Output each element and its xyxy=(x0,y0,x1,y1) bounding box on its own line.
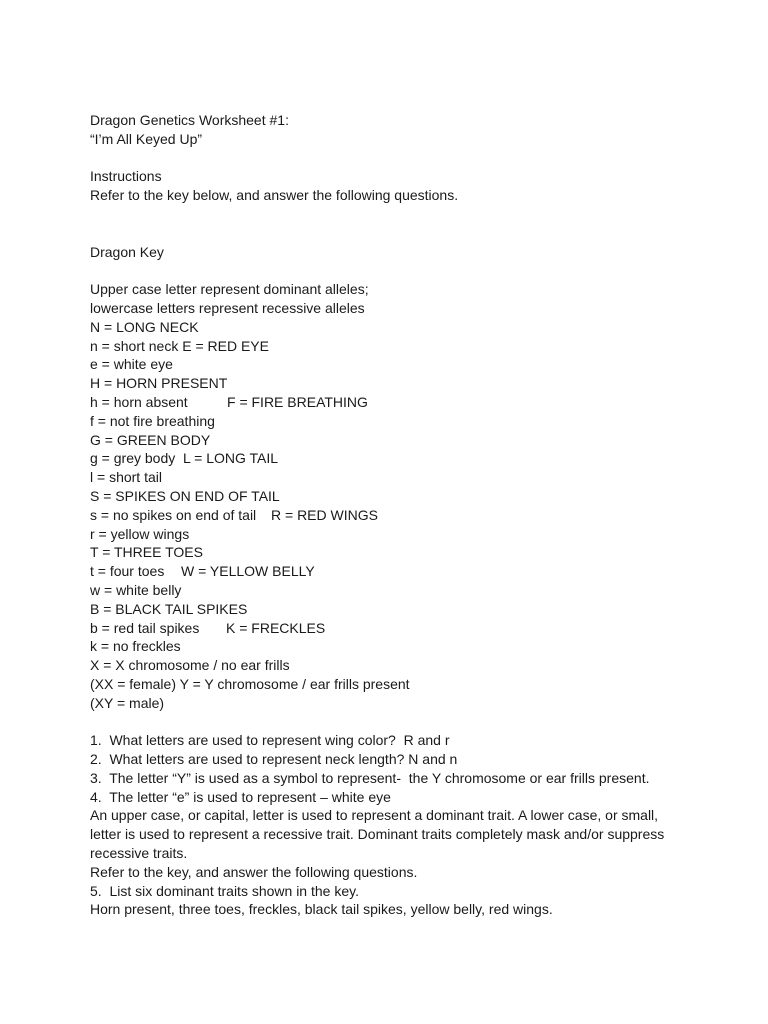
key-line-text-secondary: F = FIRE BREATHING xyxy=(227,393,368,410)
question-5: 5. List six dominant traits shown in the key. xyxy=(90,882,359,899)
key-line xyxy=(90,600,690,619)
key-line-text: k = no freckles xyxy=(90,638,181,655)
refer-instruction: Refer to the key, and answer the following questions. xyxy=(90,863,418,880)
key-line xyxy=(90,656,690,675)
key-line-text: l = short tail xyxy=(90,469,162,486)
key-line xyxy=(90,468,690,487)
key-line-text: t = four toes xyxy=(90,563,165,580)
question-1: 1. What letters are used to represent wing color? R and r xyxy=(90,732,450,749)
worksheet-subtitle: “I’m All Keyed Up” xyxy=(90,130,203,147)
key-line-text: X = X chromosome / no ear frills xyxy=(90,657,290,674)
key-line xyxy=(90,374,690,393)
question-2: 2. What letters are used to represent neck length? N and n xyxy=(90,751,458,768)
key-line-text: N = LONG NECK xyxy=(90,318,199,335)
key-line-text-secondary: W = YELLOW BELLY xyxy=(181,563,315,580)
key-list xyxy=(90,318,690,713)
answer-5: Horn present, three toes, freckles, black tail spikes, yellow belly, red wings. xyxy=(90,901,553,918)
key-line-text: S = SPIKES ON END OF TAIL xyxy=(90,487,280,504)
key-line-text: G = GREEN BODY xyxy=(90,431,211,448)
key-intro-line: lowercase letters represent recessive alleles xyxy=(90,299,365,316)
key-line xyxy=(90,675,690,694)
dominance-paragraph: An upper case, or capital, letter is used to represent a dominant trait. A lower case, or small, letter is used to represent a recessive trait. Dominant traits completely mask and/or suppress recessive traits. xyxy=(90,807,665,862)
key-line xyxy=(90,619,690,638)
key-line xyxy=(90,581,690,600)
questions-section xyxy=(90,731,690,919)
key-line-text: g = grey body L = LONG TAIL xyxy=(90,450,279,467)
instructions-text: Refer to the key below, and answer the following questions. xyxy=(90,187,459,204)
key-line xyxy=(90,506,690,525)
key-line xyxy=(90,355,690,374)
key-line xyxy=(90,337,690,356)
instructions-heading: Instructions xyxy=(90,168,162,185)
key-line xyxy=(90,562,690,581)
question-4: 4. The letter “e” is used to represent – white eye xyxy=(90,788,391,805)
key-line-text-secondary: R = RED WINGS xyxy=(271,506,378,523)
key-intro-line: Upper case letter represent dominant alleles; xyxy=(90,281,369,298)
key-line-text: n = short neck E = RED EYE xyxy=(90,337,269,354)
key-line xyxy=(90,694,690,713)
key-line-text: s = no spikes on end of tail xyxy=(90,506,257,523)
key-line xyxy=(90,449,690,468)
key-line xyxy=(90,318,690,337)
key-line xyxy=(90,525,690,544)
key-line xyxy=(90,543,690,562)
key-line-text: e = white eye xyxy=(90,356,173,373)
key-line-text: H = HORN PRESENT xyxy=(90,375,228,392)
key-line xyxy=(90,637,690,656)
key-line xyxy=(90,393,690,412)
key-line-text-secondary: K = FRECKLES xyxy=(226,619,326,636)
key-line-text: r = yellow wings xyxy=(90,525,190,542)
key-line xyxy=(90,412,690,431)
worksheet-title: Dragon Genetics Worksheet #1: xyxy=(90,112,289,128)
key-line-text: T = THREE TOES xyxy=(90,544,203,561)
key-line xyxy=(90,431,690,450)
worksheet-page xyxy=(90,111,690,919)
key-line-text: (XX = female) Y = Y chromosome / ear frills present xyxy=(90,675,410,692)
key-line-text: f = not fire breathing xyxy=(90,412,215,429)
key-line-text: (XY = male) xyxy=(90,694,165,711)
key-line-text: w = white belly xyxy=(90,581,182,598)
key-heading: Dragon Key xyxy=(90,243,164,260)
key-line-text: h = horn absent xyxy=(90,393,188,410)
key-line-text: b = red tail spikes xyxy=(90,619,200,636)
key-line-text: B = BLACK TAIL SPIKES xyxy=(90,600,248,617)
question-3: 3. The letter “Y” is used as a symbol to represent- the Y chromosome or ear frills present. xyxy=(90,769,650,786)
key-line xyxy=(90,487,690,506)
